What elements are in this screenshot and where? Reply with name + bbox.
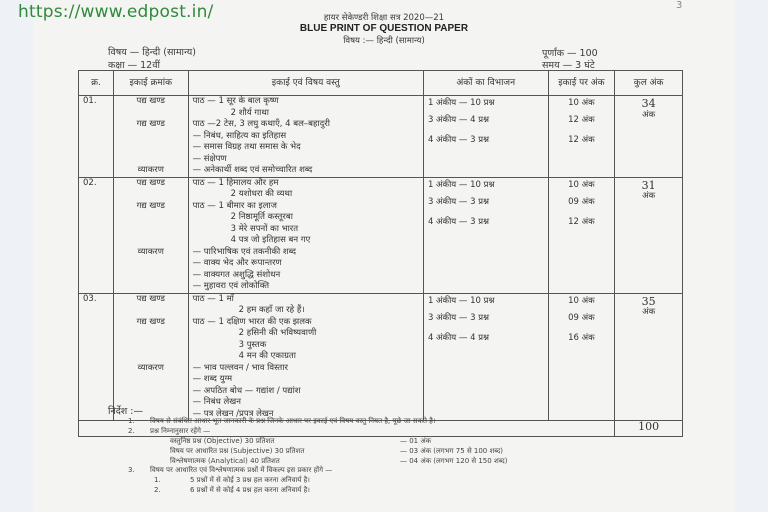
instruction-text: विषय से संबंधित आधार भूत जानकारी के प्रश्न जिनके आधार पर इकाई एवं विषय वस्तु नियत है, पूछे जा सकते है। xyxy=(150,417,436,425)
full-marks-label: पूर्णांक — 100 xyxy=(542,48,598,59)
total-marks-unit: अंक xyxy=(642,109,656,120)
row-serial: 03. xyxy=(79,293,114,421)
content-line: — निबंध, साहित्य का इतिहास xyxy=(192,130,287,141)
unit-marks-value: 12 अंक xyxy=(568,216,595,227)
col-header-serial: क्र. xyxy=(79,71,114,96)
instruction-number: 1. xyxy=(154,476,161,484)
row-content xyxy=(188,96,423,178)
row-serial: 01. xyxy=(79,96,114,178)
content-line: — पत्र लेखन /प्रपत्र लेखन xyxy=(192,408,274,419)
watermark-url: https://www.edpost.in/ xyxy=(18,2,214,22)
content-line: — अपठित बोध — गद्यांश / पद्यांश xyxy=(192,385,301,396)
subject-label: विषय — हिन्दी (सामान्य) xyxy=(108,47,196,58)
content-line: — भाव पल्लवन / भाव विस्तार xyxy=(192,362,288,373)
table-row xyxy=(79,96,683,178)
content-line: — समास विग्रह तथा समास के भेद xyxy=(192,142,301,152)
grand-total-value: 100 xyxy=(615,421,683,437)
content-line: — मुहावरा एवं लोकोक्ति xyxy=(192,281,270,291)
instructions-title: निर्देश :— xyxy=(108,406,143,417)
row-content xyxy=(188,177,423,293)
content-line: 2 हसिनी की भविष्यवाणी xyxy=(238,328,317,338)
content-line: — वाक्यगत अशुद्धि संशोधन xyxy=(192,269,281,280)
content-line: 4 मन की एकाग्रता xyxy=(238,351,296,361)
row-total xyxy=(615,177,683,293)
table-header-row xyxy=(79,71,683,96)
unit-marks-value: 10 अंक xyxy=(568,98,595,108)
total-marks-unit: अंक xyxy=(642,191,656,201)
row-unit-marks xyxy=(548,293,615,421)
distribution-line: 3 अंकीय — 3 प्रश्न xyxy=(427,312,490,323)
unit-marks-value: 10 अंक xyxy=(568,179,595,190)
row-unit-marks xyxy=(548,96,615,178)
instruction-number: 1. xyxy=(128,417,135,425)
unit-marks-value: 09 अंक xyxy=(568,196,595,207)
distribution-line: 1 अंकीय — 10 प्रश्न xyxy=(427,98,495,108)
col-header-marks-distribution: अंकों का विभाजन xyxy=(423,71,548,96)
instruction-text: वस्तुनिष्ठ प्रश्न (Objective) 30 प्रतिशत xyxy=(170,437,275,445)
content-line: — पारिभाषिक एवं तकनीकी शब्द xyxy=(192,246,297,257)
content-line: 3 पुस्तक xyxy=(238,339,267,350)
unit-label: गद्य खण्ड xyxy=(136,119,165,129)
unit-label: पद्य खण्ड xyxy=(136,177,165,188)
unit-label: व्याकरण xyxy=(137,165,164,175)
instruction-marks: — 04 अंक (लगभग 120 से 150 शब्द) xyxy=(400,457,508,465)
instruction-number: 2. xyxy=(154,486,161,494)
row-units xyxy=(113,177,188,293)
unit-label: पद्य खण्ड xyxy=(136,96,165,106)
col-header-unit-number: इकाई क्रमांक xyxy=(113,71,188,96)
total-marks-value: 35 xyxy=(641,294,656,308)
distribution-line: 4 अंकीय — 3 प्रश्न xyxy=(427,135,490,145)
row-serial: 02. xyxy=(79,177,114,293)
content-line: पाठ — 1 माँ xyxy=(192,293,234,304)
content-line: 4 पत्र जो इतिहास बन गए xyxy=(230,235,311,245)
row-unit-marks xyxy=(548,177,615,293)
table-row xyxy=(79,293,683,421)
row-content xyxy=(188,293,423,421)
instruction-text: प्रश्न निम्नानुसार रहेंगे — xyxy=(150,427,211,435)
content-line: 3 मेरे सपनों का भारत xyxy=(230,223,299,234)
table-row xyxy=(79,177,683,293)
distribution-line: 4 अंकीय — 4 प्रश्न xyxy=(427,332,490,343)
unit-label: पद्य खण्ड xyxy=(136,293,165,304)
unit-label: व्याकरण xyxy=(137,246,164,257)
distribution-line: 1 अंकीय — 10 प्रश्न xyxy=(427,179,495,190)
instruction-text: 6 प्रश्नों में से कोई 4 प्रश्न हल करना अनिवार्य है। xyxy=(190,486,310,494)
instruction-marks: — 01 अंक xyxy=(400,437,432,445)
unit-marks-value: 16 अंक xyxy=(568,332,595,343)
instruction-number: 2. xyxy=(128,427,135,435)
col-header-total-marks: कुल अंक xyxy=(615,71,683,96)
content-line: 2 निष्ठामूर्ति कस्तूरबा xyxy=(230,212,293,222)
instruction-number: 3. xyxy=(128,466,135,474)
content-line: 2 शौर्य गाथा xyxy=(230,107,269,118)
unit-label: व्याकरण xyxy=(137,362,164,373)
document-title: BLUE PRINT OF QUESTION PAPER xyxy=(299,23,469,34)
blueprint-table xyxy=(78,70,683,437)
unit-label: गद्य खण्ड xyxy=(136,200,165,211)
content-line: पाठ — 1 सूर के बाल कृष्ण xyxy=(192,96,279,106)
unit-marks-value: 12 अंक xyxy=(568,115,595,125)
total-marks-unit: अंक xyxy=(642,307,656,317)
subject-heading: विषय :— हिन्दी (सामान्य) xyxy=(343,36,425,46)
row-units xyxy=(113,96,188,178)
content-line: पाठ —2 टेस, 3 लघु कथाएँ, 4 बल–बहादुरी xyxy=(192,119,330,129)
content-line: 2 हम कहाँ जा रहे हैं। xyxy=(238,305,305,315)
unit-marks-value: 10 अंक xyxy=(568,295,595,306)
content-line: पाठ — 1 बीमार का इलाज xyxy=(192,200,277,211)
row-units xyxy=(113,293,188,421)
content-line: — वाक्य भेद और रूपान्तरण xyxy=(192,258,282,268)
distribution-line: 4 अंकीय — 3 प्रश्न xyxy=(427,216,490,227)
content-line: पाठ — 1 दक्षिण भारत की एक झलक xyxy=(192,316,312,327)
col-header-unit-content: इकाई एवं विषय वस्तु xyxy=(188,71,423,96)
row-distribution xyxy=(423,177,548,293)
instruction-marks: — 03 अंक (लगभग 75 से 100 शब्द) xyxy=(400,447,504,455)
col-header-unit-marks: इकाई पर अंक xyxy=(548,71,615,96)
distribution-line: 3 अंकीय — 4 प्रश्न xyxy=(427,115,490,125)
session-heading: हायर सेकेण्डरी शिक्षा सत्र 2020—21 xyxy=(323,13,445,23)
content-line: — अनेकार्थी शब्द एवं समोच्चारित शब्द xyxy=(192,165,313,175)
content-line: पाठ — 1 हिमालय और हम xyxy=(192,177,279,188)
content-line: 2 यशोधरा की व्यथा xyxy=(230,189,293,199)
content-line: — संक्षेपण xyxy=(192,153,227,164)
content-line: — निबंध लेखन xyxy=(192,397,241,407)
row-total xyxy=(615,293,683,421)
instruction-text: विषय पर आधारित प्रश्न (Subjective) 30 प्रतिशत xyxy=(170,447,305,455)
unit-label: गद्य खण्ड xyxy=(136,316,165,327)
row-total xyxy=(615,96,683,178)
instruction-text: विषय पर आधारित एवं विश्लेषणात्मक प्रश्नों में विकल्प इस प्रकार होंगे — xyxy=(150,466,333,474)
distribution-line: 3 अंकीय — 3 प्रश्न xyxy=(427,196,490,207)
row-distribution xyxy=(423,96,548,178)
unit-marks-value: 12 अंक xyxy=(568,135,595,145)
distribution-line: 1 अंकीय — 10 प्रश्न xyxy=(427,295,495,306)
class-label: कक्षा — 12वीं xyxy=(108,60,160,71)
content-line: — शब्द युग्म xyxy=(192,374,233,384)
instruction-text: 5 प्रश्नों में से कोई 3 प्रश्न हल करना अनिवार्य है। xyxy=(190,476,310,484)
unit-marks-value: 09 अंक xyxy=(568,312,595,323)
row-distribution xyxy=(423,293,548,421)
instruction-text: विश्लेषणात्मक (Analytical) 40 प्रतिशत xyxy=(170,457,280,465)
time-label: समय — 3 घंटे xyxy=(542,60,595,71)
total-marks-value: 31 xyxy=(641,178,656,192)
page-corner-mark: 3 xyxy=(676,0,683,11)
total-marks-value: 34 xyxy=(641,97,656,110)
